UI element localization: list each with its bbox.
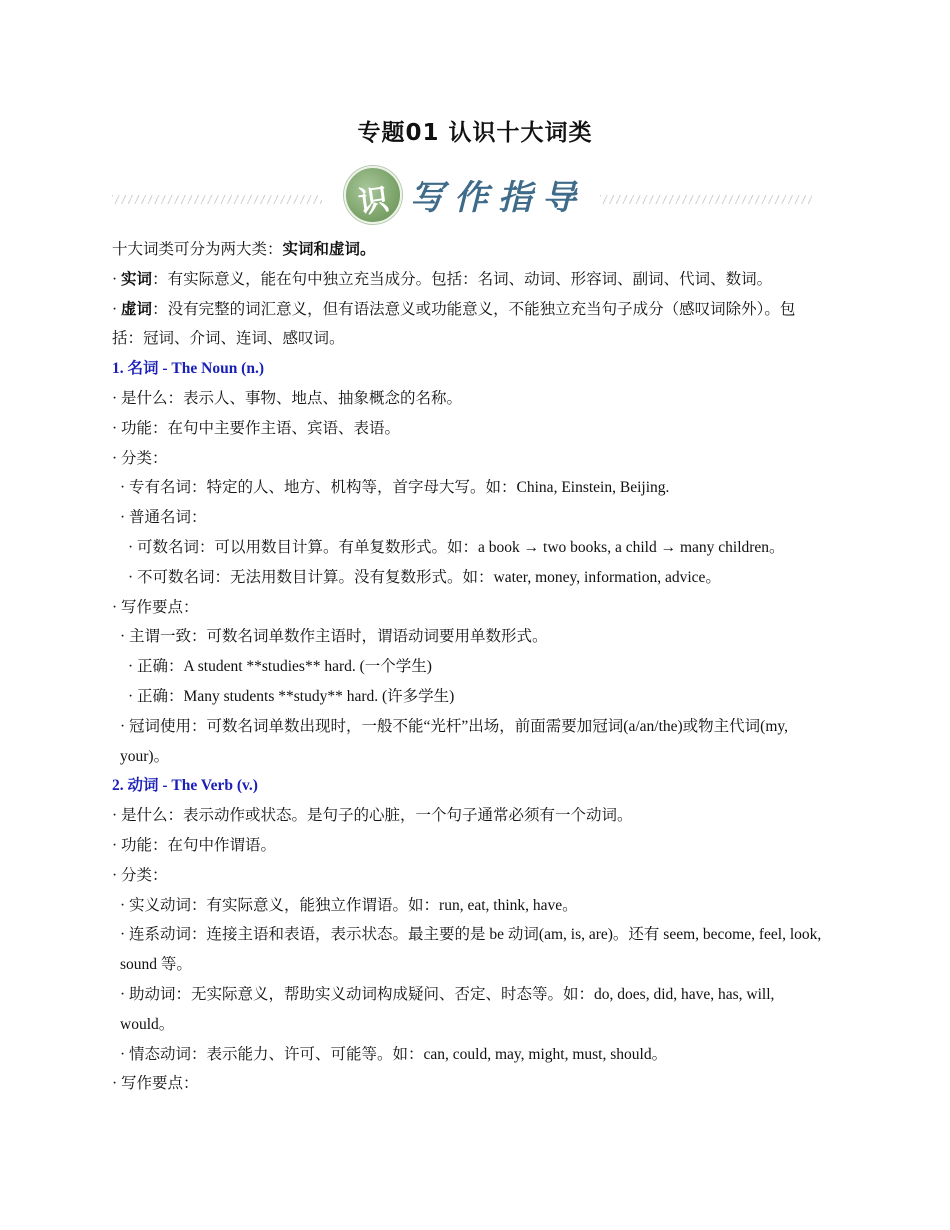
verb-auxiliary: · 助动词：无实际意义，帮助实义动词构成疑问、否定、时态等。如：do, does, did, have, has, will, would。 xyxy=(120,985,775,1033)
noun-types: · 分类： xyxy=(112,449,168,467)
verb-what: · 是什么：表示动作或状态。是句子的心脏，一个句子通常必须有一个动词。 xyxy=(112,807,633,825)
noun-correct-1: · 正确：A student **studies** hard. (一个学生) xyxy=(128,658,432,676)
page-title: 专题01 认识十大词类 xyxy=(357,120,593,146)
noun-correct-2: · 正确：Many students **study** hard. (许多学生) xyxy=(128,687,455,705)
noun-function: · 功能：在句中主要作主语、宾语、表语。 xyxy=(112,419,401,437)
verb-linking: · 连系动词：连接主语和表语，表示状态。最主要的是 be 动词(am, is, are)。还有 seem, become, feel, look, sound 等。 xyxy=(120,926,822,974)
noun-proper: · 专有名词：特定的人、地方、机构等，首字母大写。如：China, Einstein, Beijing. xyxy=(120,479,670,497)
badge-char: 识 xyxy=(356,182,391,221)
noun-heading: 1. 名词 - The Noun (n.) xyxy=(112,360,265,378)
section-banner xyxy=(112,164,812,226)
document-body xyxy=(112,235,824,1099)
noun-countable: · 可数名词：可以用数目计算。有单复数形式。如：a book → two books, a child → many children。 xyxy=(128,538,785,556)
verb-heading: 2. 动词 - The Verb (v.) xyxy=(112,777,258,795)
noun-uncountable: · 不可数名词：无法用数目计算。没有复数形式。如：water, money, information, advice。 xyxy=(128,568,721,586)
verb-notional: · 实义动词：有实际意义，能独立作谓语。如：run, eat, think, have。 xyxy=(120,896,578,914)
xuci-line: · 虚词：没有完整的词汇意义，但有语法意义或功能意义，不能独立充当句子成分（感叹词除外）。包括：冠词、介词、连词、感叹词。 xyxy=(112,300,796,348)
shici-line: · 实词：有实际意义，能在句中独立充当成分。包括：名词、动词、形容词、副词、代词、数词。 xyxy=(112,270,773,288)
knowledge-badge-icon xyxy=(344,166,402,224)
noun-what: · 是什么：表示人、事物、地点、抽象概念的名称。 xyxy=(112,389,463,407)
verb-function: · 功能：在句中作谓语。 xyxy=(112,836,277,854)
verb-modal: · 情态动词：表示能力、许可、可能等。如：can, could, may, might, must, should。 xyxy=(120,1045,668,1063)
noun-common: · 普通名词： xyxy=(120,509,207,527)
intro-line: 十大词类可分为两大类：实词和虚词。 xyxy=(112,241,376,258)
banner-title: 写作指导 xyxy=(410,178,586,218)
noun-agreement: · 主谓一致：可数名词单数作主语时，谓语动词要用单数形式。 xyxy=(120,628,548,646)
banner-hatch-right xyxy=(600,195,812,204)
verb-types: · 分类： xyxy=(112,866,168,884)
verb-tips: · 写作要点： xyxy=(112,1075,199,1093)
noun-tips: · 写作要点： xyxy=(112,598,199,616)
noun-article: · 冠词使用：可数名词单数出现时，一般不能“光杆”出场，前面需要加冠词(a/an/the)或物主代词(my, your)。 xyxy=(120,717,789,765)
banner-hatch-left xyxy=(112,195,322,204)
